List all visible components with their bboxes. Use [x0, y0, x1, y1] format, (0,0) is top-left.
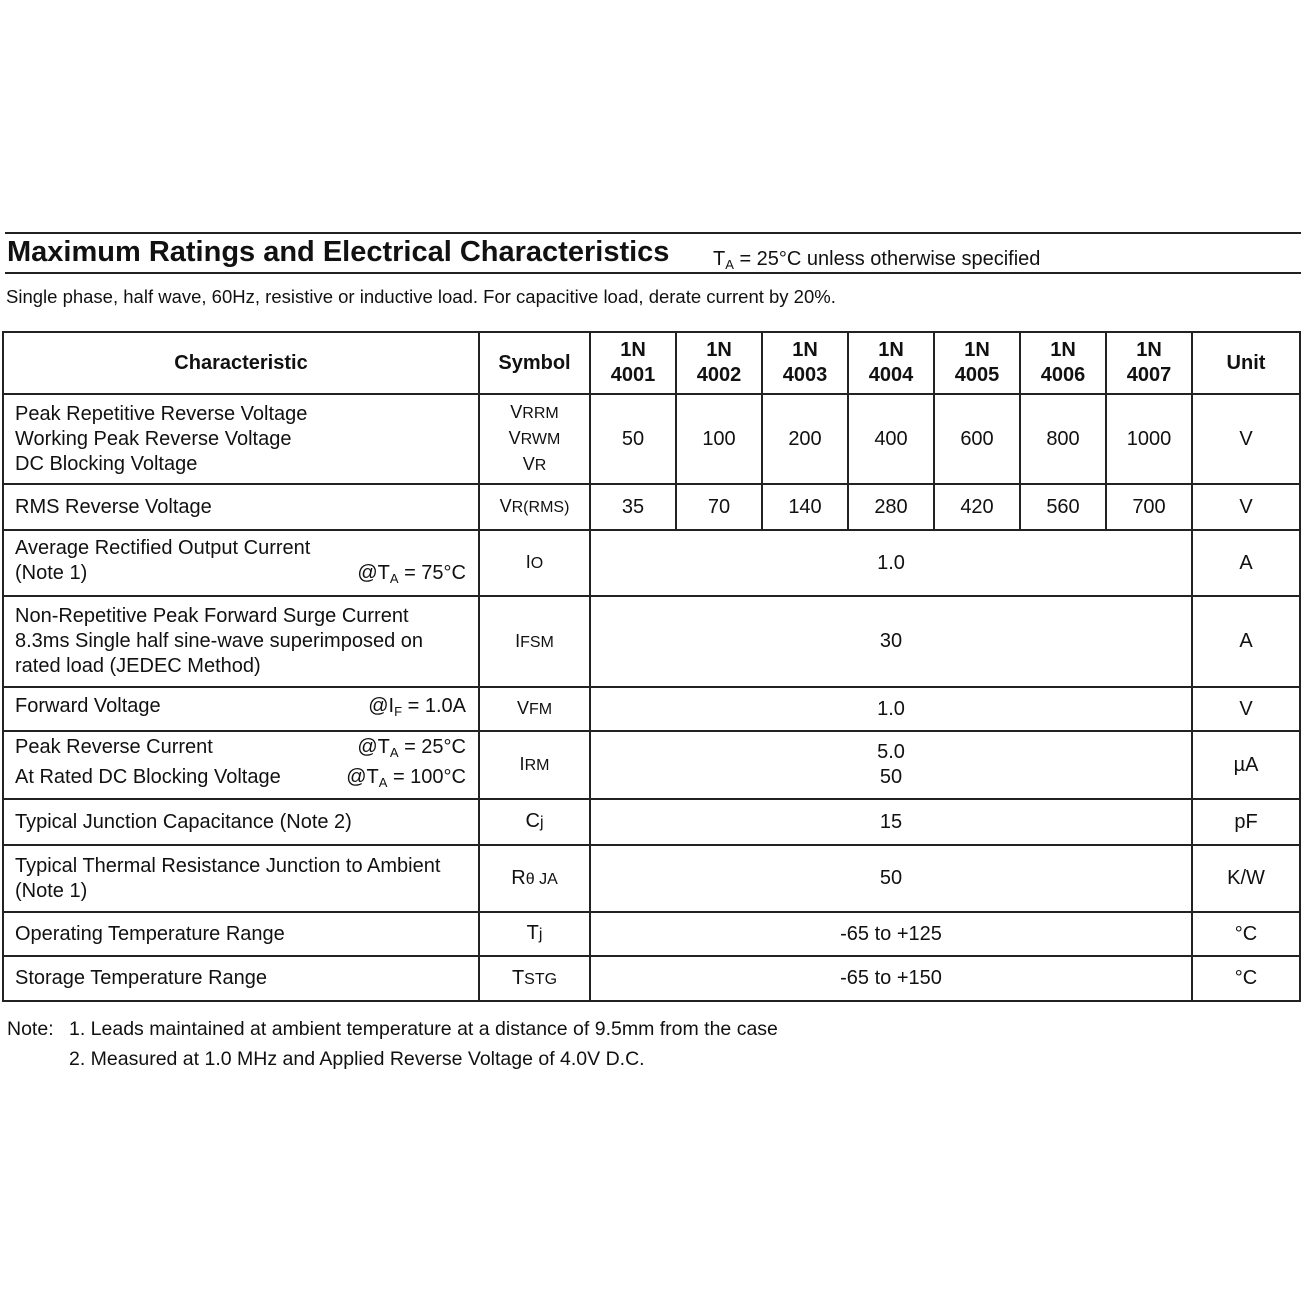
condition-irm-25: $@T_A = 25^\circ C$ [357, 736, 466, 760]
symbol-irm: IRM [479, 731, 590, 799]
value-cell: 100 [676, 394, 762, 484]
header-characteristic: Characteristic [3, 332, 479, 394]
value-cell: 50 [590, 394, 676, 484]
table-row-ifsm [3, 596, 1300, 687]
table-row-tstg [3, 956, 1300, 1001]
table-row-rthja [3, 845, 1300, 912]
header-part-4004: 1N 4004 [848, 332, 934, 394]
condition-vfm: $@I_F = 1.0A$ [368, 695, 466, 719]
unit-vfm: V [1192, 687, 1300, 731]
symbol-tstg: TSTG [479, 956, 590, 1001]
table-row-io [3, 530, 1300, 596]
value-cj: 15 [590, 799, 1192, 845]
unit-irm: µA [1192, 731, 1300, 799]
header-part-4001: 1N 4001 [590, 332, 676, 394]
header-unit: Unit [1192, 332, 1300, 394]
table-row-vrms [3, 484, 1300, 530]
symbol-io: IO [479, 530, 590, 596]
symbol-rthja: Rθ JA [479, 845, 590, 912]
notes-block [7, 1014, 778, 1074]
header-part-4003: 1N 4003 [762, 332, 848, 394]
value-cell: 400 [848, 394, 934, 484]
header-symbol: Symbol [479, 332, 590, 394]
char-irm: Peak Reverse Current $@T_A = 25^\circ C$ At Rated DC Blocking Voltage $@T_A = 100^\circ C$ [3, 731, 479, 799]
table-row-vfm [3, 687, 1300, 731]
value-cell: 700 [1106, 484, 1192, 530]
table-row-tj [3, 912, 1300, 956]
value-cell: 560 [1020, 484, 1106, 530]
symbol-vfm: VFM [479, 687, 590, 731]
header-part-4007: 1N 4007 [1106, 332, 1192, 394]
note-2: 2. Measured at 1.0 MHz and Applied Reverse Voltage of 4.0V D.C. [69, 1048, 645, 1070]
unit-tstg: °C [1192, 956, 1300, 1001]
table-header-row [3, 332, 1300, 394]
unit-rthja: K/W [1192, 845, 1300, 912]
title-rule-top [5, 232, 1301, 234]
value-cell: 140 [762, 484, 848, 530]
notes-label: Note: [7, 1018, 54, 1040]
char-vfm: Forward Voltage $@I_F = 1.0A$ [3, 687, 479, 731]
value-cell: 600 [934, 394, 1020, 484]
value-cell: 70 [676, 484, 762, 530]
value-io: 1.0 [590, 530, 1192, 596]
table-row-irm [3, 731, 1300, 799]
char-vrrm: Peak Repetitive Reverse Voltage Working Peak Reverse Voltage DC Blocking Voltage [3, 394, 479, 484]
value-irm: 5.0 50 [590, 731, 1192, 799]
value-cell: 35 [590, 484, 676, 530]
page-title: Maximum Ratings and Electrical Characteristics [7, 236, 670, 268]
note-1: Note: 1. Leads maintained at ambient temperature at a distance of 9.5mm from the case [7, 1014, 778, 1044]
char-rthja: Typical Thermal Resistance Junction to Ambient (Note 1) [3, 845, 479, 912]
header-part-4005: 1N 4005 [934, 332, 1020, 394]
char-cj: Typical Junction Capacitance (Note 2) [3, 799, 479, 845]
title-condition: $T_A = 25^\circ C$ unless otherwise specified [713, 248, 1041, 272]
value-cell: 420 [934, 484, 1020, 530]
value-cell: 200 [762, 394, 848, 484]
condition-io: $@T_A = 75^\circ C$ [357, 561, 466, 586]
char-tstg: Storage Temperature Range [3, 956, 479, 1001]
unit-vrms: V [1192, 484, 1300, 530]
condition-irm-100: $@T_A = 100^\circ C$ [346, 766, 466, 790]
value-cell: 280 [848, 484, 934, 530]
load-note: Single phase, half wave, 60Hz, resistive or inductive load. For capacitive load, derate current by 20%. [6, 286, 836, 307]
value-ifsm: 30 [590, 596, 1192, 687]
unit-io: A [1192, 530, 1300, 596]
unit-cj: pF [1192, 799, 1300, 845]
value-cell: 1000 [1106, 394, 1192, 484]
unit-ifsm: A [1192, 596, 1300, 687]
value-rthja: 50 [590, 845, 1192, 912]
unit-vrrm: V [1192, 394, 1300, 484]
symbol-vrrm: VRRM VRWM VR [479, 394, 590, 484]
char-ifsm: Non-Repetitive Peak Forward Surge Current 8.3ms Single half sine-wave superimposed on rated load (JEDEC Method) [3, 596, 479, 687]
value-tstg: -65 to +150 [590, 956, 1192, 1001]
char-tj: Operating Temperature Range [3, 912, 479, 956]
char-io: Average Rectified Output Current (Note 1) $@T_A = 75^\circ C$ [3, 530, 479, 596]
ratings-table [2, 331, 1301, 1002]
table-row-vrrm [3, 394, 1300, 484]
symbol-cj: Cj [479, 799, 590, 845]
title-rule-bottom [5, 272, 1301, 274]
header-part-4002: 1N 4002 [676, 332, 762, 394]
symbol-tj: Tj [479, 912, 590, 956]
value-vfm: 1.0 [590, 687, 1192, 731]
unit-tj: °C [1192, 912, 1300, 956]
char-vrms: RMS Reverse Voltage [3, 484, 479, 530]
value-tj: -65 to +125 [590, 912, 1192, 956]
value-cell: 800 [1020, 394, 1106, 484]
symbol-ifsm: IFSM [479, 596, 590, 687]
header-part-4006: 1N 4006 [1020, 332, 1106, 394]
table-row-cj [3, 799, 1300, 845]
symbol-vrms: VR(RMS) [479, 484, 590, 530]
